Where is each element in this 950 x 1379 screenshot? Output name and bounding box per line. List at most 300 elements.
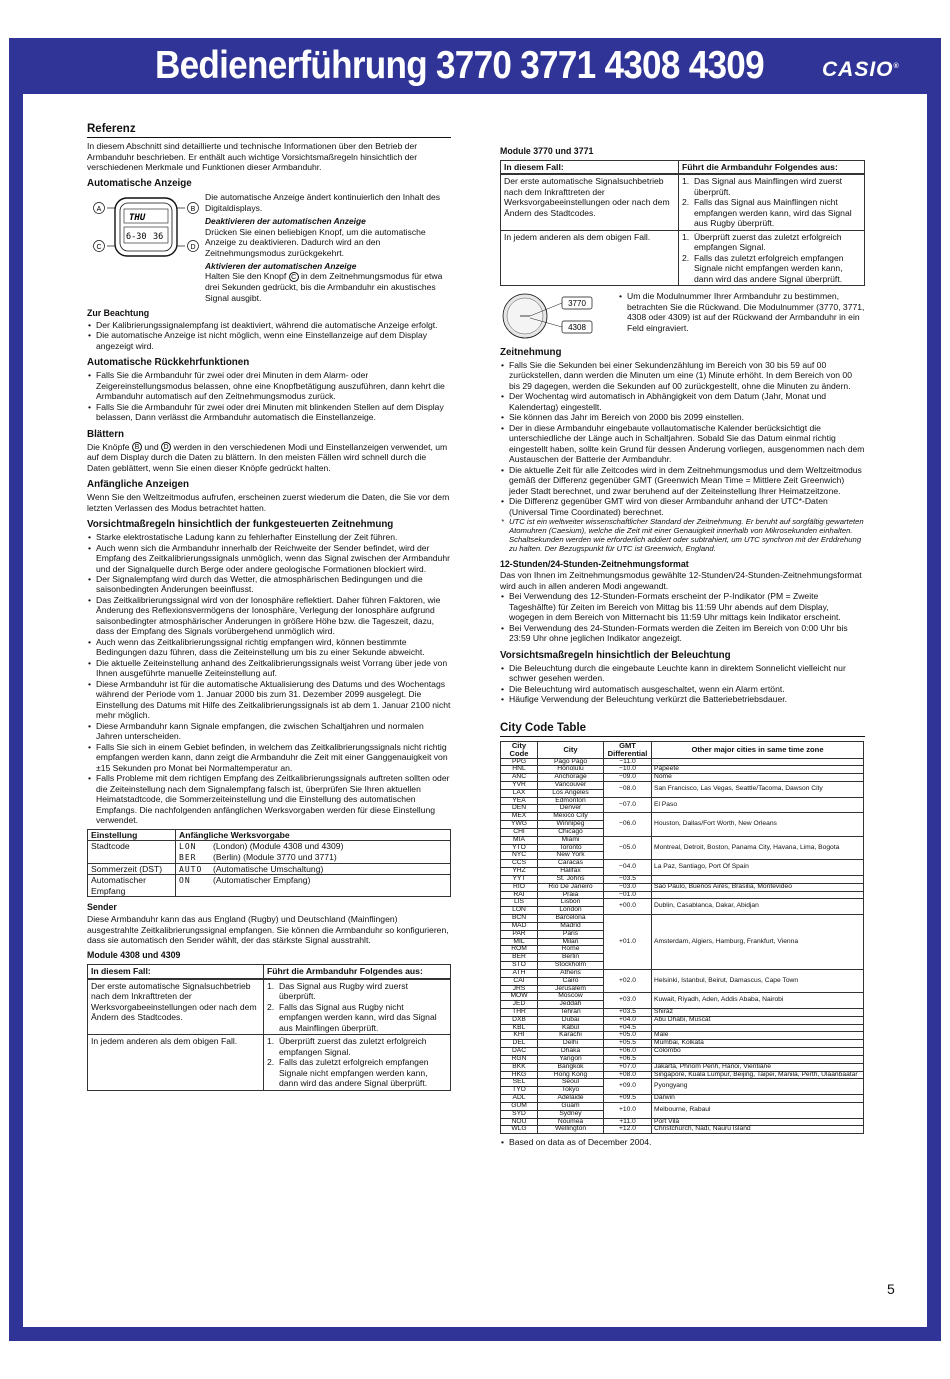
zeitnehmung-list (500, 360, 865, 517)
city-code: ANC (501, 774, 538, 782)
step-number: 2. (682, 252, 690, 263)
module-header-fall: In diesem Fall: (501, 160, 679, 174)
city-code: BCN (501, 915, 538, 923)
city-code: MIA (501, 836, 538, 844)
city-code: RGN (501, 1055, 538, 1063)
table-head (501, 160, 865, 174)
step-number: 1. (267, 1036, 275, 1047)
settings-name: Sommerzeit (DST) (88, 863, 176, 875)
settings-table (87, 829, 451, 898)
city-name: Tokyo (538, 1087, 604, 1095)
gmt-diff: +03.0 (604, 993, 652, 1009)
module-fall: In jedem anderen als dem obigen Fall. (88, 1035, 264, 1090)
table-row (501, 1024, 864, 1032)
step-number: 2. (682, 197, 690, 208)
city-name: Berlin (538, 954, 604, 962)
table-row (501, 1095, 864, 1103)
watch-illustration (87, 192, 205, 264)
table-row (501, 230, 865, 285)
table-row (501, 915, 864, 923)
city-name: Noumea (538, 1118, 604, 1126)
other-cities: Dublin, Casablanca, Dakar, Abidjan (652, 899, 864, 915)
table-row (501, 883, 864, 891)
city-code: SYD (501, 1110, 538, 1118)
settings-text: (Automatischer Empfang) (213, 875, 311, 886)
other-cities: El Paso (652, 797, 864, 813)
registered-mark: ® (893, 63, 900, 70)
gmt-diff: −04.0 (604, 860, 652, 876)
list-item: • Die Beleuchtung wird automatisch ausgeschaltet, wenn ein Alarm ertönt. (500, 684, 865, 694)
gmt-diff: +04.0 (604, 1016, 652, 1024)
list-item: • Diese Armbanduhr ist für die automatische Aktualisierung des Datums und des Wochentags während der Periode vom 1. Januar 2000 bis zum 31. Dezember 2099 ausgelegt. Die Einstellung des Datums mit Hilfe des Zeitkalibrierungssignals ist ab dem 1. Januar 2100 nicht mehr möglich. (87, 679, 451, 721)
city-name: Halifax (538, 868, 604, 876)
city-name: Milan (538, 938, 604, 946)
city-code: YTO (501, 844, 538, 852)
blaettern-text-a: Die Knöpfe (87, 441, 130, 452)
gmt-diff: −01.0 (604, 891, 652, 899)
settings-value (176, 875, 451, 897)
gmt-diff: +12.0 (604, 1126, 652, 1134)
city-name: Bangkok (538, 1063, 604, 1071)
city-name: Edmonton (538, 797, 604, 805)
city-name: Vancouver (538, 781, 604, 789)
table-row (501, 860, 864, 868)
step-list (267, 981, 447, 1033)
blaettern-text (87, 442, 451, 474)
watch-lcd-seconds: 36 (153, 232, 164, 243)
step-text: Falls das zuletzt erfolgreich empfangen Signale nicht empfangen werden kann, dann wird das andere Signal überprüft. (694, 252, 844, 284)
gmt-diff: −03.0 (604, 883, 652, 891)
city-code: LON (501, 907, 538, 915)
gmt-diff: −09.0 (604, 774, 652, 782)
other-cities: Pyongyang (652, 1079, 864, 1095)
city-code: DEN (501, 805, 538, 813)
auto-anzeige-title: Automatische Anzeige (87, 178, 192, 190)
list-item: • Auch wenn sich die Armbanduhr innerhalb der Reichweite der Sender befindet, wird der Empfang des Zeitkalibrierungssignals unmöglich, wenn das Signal zwischen der Armbanduhr und der Signalquelle durch Berge oder andere geologische Formationen blockiert wird. (87, 543, 451, 574)
module-action (264, 1035, 451, 1090)
lcd-value: ON (179, 876, 191, 886)
other-cities (652, 891, 864, 899)
ct-header-code: City Code (501, 741, 538, 758)
step-item (682, 232, 861, 253)
aktivieren-text-a: Halten Sie den Knopf (205, 271, 287, 282)
module-action (679, 174, 865, 230)
sender-text: Diese Armbanduhr kann das aus England (Rugby) und Deutschland (Mainflingen) ausgestrahlte Zeitkalibrierungssignal empfangen. Sie können die Armbanduhr so konfigurieren, dass sie automatisch den Sender wählt, der das stärkste Signal ausstrahlt. (87, 914, 449, 945)
list-item: • Auch wenn das Zeitkalibrierungssignal richtig empfangen wird, können bestimmte Bedingungen dazu führen, dass die Zeiteinstellung um bis zu einer Sekunde abweicht. (87, 637, 451, 658)
city-code: TYO (501, 1087, 538, 1095)
city-name: Winnipeg (538, 821, 604, 829)
step-item (267, 981, 447, 1002)
settings-value (176, 863, 451, 875)
city-name: New York (538, 852, 604, 860)
vorsicht-funk-list (87, 532, 451, 826)
settings-value (176, 841, 451, 864)
brand-name: CASIO (822, 58, 894, 81)
city-name: Rome (538, 946, 604, 954)
list-item: • Falls Sie die Armbanduhr für zwei oder drei Minuten mit blinkenden Stellen auf dem Display belassen, Dann verlässt die Armbanduhr automatisch die Einstellanzeige. (87, 402, 451, 423)
other-cities: Jakarta, Phnom Penh, Hanoi, Vientiane (652, 1063, 864, 1071)
step-list (682, 176, 861, 228)
city-code: MIL (501, 938, 538, 946)
module-4308-table (87, 964, 451, 1090)
table-row (501, 836, 864, 844)
list-item: • Die aktuelle Zeit für alle Zeitcodes wird in dem Zeitnehmungsmodus und dem Weltzeitmodus gemäß der Differenz gegenüber GMT (Greenwich Mean Time = Mittlere Zeit Greenwich) jeder Stadt berechnet, und zwar beruhend auf der Zeiteinstellung Ihrer Heimatzeitzone. (500, 465, 865, 496)
step-number: 2. (267, 1001, 275, 1012)
format-title: 12-Stunden/24-Stunden-Zeitnehmungsformat (500, 558, 689, 569)
city-name: Yangon (538, 1055, 604, 1063)
city-name: Barcelona (538, 915, 604, 923)
module-fall: In jedem anderen als dem obigen Fall. (501, 230, 679, 285)
list-item: • Um die Modulnummer Ihrer Armbanduhr zu bestimmen, betrachten Sie die Rückwand. Die Modulnummer (3770, 3771, 4308 oder 4309) ist auf der Rückwand der Armbanduhr in ein Feld eingraviert. (618, 291, 865, 333)
module-4308-title: Module 4308 und 4309 (87, 950, 181, 961)
table-row (501, 899, 864, 907)
city-name: Honolulu (538, 766, 604, 774)
other-cities: Christchurch, Nadi, Nauru Island (652, 1126, 864, 1134)
watch-button-b: B (190, 206, 196, 214)
other-cities: Singapore, Kuala Lumpur, Beijing, Taipei, Manila, Perth, Ulaanbaatar (652, 1071, 864, 1079)
city-code: YEA (501, 797, 538, 805)
other-cities: La Paz, Santiago, Port Of Spain (652, 860, 864, 876)
step-text: Falls das Signal aus Rugby nicht empfangen werden kann, wird das Signal aus Mainflingen überprüft. (279, 1001, 437, 1033)
other-cities (652, 758, 864, 766)
watch-button-a: A (96, 206, 102, 214)
city-code: DAC (501, 1048, 538, 1056)
city-code: MOW (501, 993, 538, 1001)
table-row (501, 1102, 864, 1110)
other-cities: Shiraz (652, 1009, 864, 1017)
module-number-block (500, 291, 865, 341)
gmt-diff: +06.5 (604, 1055, 652, 1063)
step-text: Überprüft zuerst das zuletzt erfolgreich empfangen Signal. (694, 231, 842, 253)
gmt-diff: +09.5 (604, 1095, 652, 1103)
lcd-value: LON (179, 842, 197, 852)
city-code: KBL (501, 1024, 538, 1032)
utc-note-star: * (501, 517, 504, 527)
list-item: • Der Wochentag wird automatisch in Abhängigkeit von dem Datum (Jahr, Monat und Kalendertag) eingestellt. (500, 391, 865, 412)
sender-title: Sender (87, 902, 117, 913)
blaettern-text-c: werden in den verschiedenen Modi und Einstellanzeigen verwendet, um auf dem Display durch die Daten zu blättern. In den meisten Fällen wird schnell durch die Daten geblättert, wenn Sie einen dieser Knöpfe gedrückt halten. (87, 441, 448, 473)
aktivieren-text-b: in dem Zeitnehmungsmodus für etwa drei Sekunden gedrückt, bis die Armbanduhr ein akustisches Signal ausgibt. (205, 271, 443, 303)
gmt-diff: +06.0 (604, 1048, 652, 1056)
list-item: • Das Zeitkalibrierungssignal wird von der Ionosphäre reflektiert. Daher führen Faktoren, wie Änderung des Reflexionsvermögens der Ionosphäre, Verlegung der Ionosphäre aufgrund saisonbedingter atmosphärischer Änderungen in größere Höhe bzw. die Tageszeit, dazu, dass der Empfang des Signals vorübergehend unmöglich wird. (87, 595, 451, 637)
list-item: • Die Beleuchtung durch die eingebaute Leuchte kann in direktem Sonnelicht vielleicht nur schwer gesehen werden. (500, 663, 865, 684)
list-item: • Der Kalibrierungssignalempfang ist deaktiviert, während die automatische Anzeige erfolgt. (87, 320, 451, 330)
step-number: 1. (682, 176, 690, 187)
city-name: Mexico City (538, 813, 604, 821)
watch-face-icon (87, 192, 205, 264)
step-item (682, 197, 861, 228)
city-name: Anchorage (538, 774, 604, 782)
table-row (501, 1071, 864, 1079)
step-list (267, 1036, 447, 1088)
auto-anzeige-block (87, 192, 451, 303)
other-cities: Nome (652, 774, 864, 782)
ct-footnote: • Based on data as of December 2004. (500, 1137, 865, 1147)
gmt-diff: +00.0 (604, 899, 652, 915)
settings-text: (London) (Module 4308 und 4309) (213, 841, 344, 852)
rueckkehr-title: Automatische Rückkehrfunktionen (87, 357, 250, 369)
city-code: ROM (501, 946, 538, 954)
other-cities: Houston, Dallas/Fort Worth, New Orleans (652, 813, 864, 836)
city-code: RIO (501, 883, 538, 891)
backcase-label-4308: 4308 (568, 323, 586, 333)
city-name: Miami (538, 836, 604, 844)
other-cities: Mumbai, Kolkata (652, 1040, 864, 1048)
city-name: Jerusalem (538, 985, 604, 993)
city-code: CCS (501, 860, 538, 868)
step-item (267, 1036, 447, 1057)
table-row (501, 891, 864, 899)
city-code: HKG (501, 1071, 538, 1079)
table-row (501, 1016, 864, 1024)
city-code: LIS (501, 899, 538, 907)
module-fall: Der erste automatische Signalsuchbetrieb nach dem Inkrafttreten der Werksvorgabeeinstellungen oder nach dem Ändern des Stadtcodes. (501, 174, 679, 230)
case-back-icon (500, 291, 618, 341)
format-list (500, 591, 865, 643)
modnum-list (618, 291, 865, 341)
list-item: • Die Differenz gegenüber GMT wird von dieser Armbanduhr anhand der UTC*-Daten (Universal Time Coordinated) berechnet. (500, 496, 865, 517)
list-item: • Sie können das Jahr im Bereich von 2000 bis 2099 einstellen. (500, 412, 865, 422)
rueckkehr-list (87, 370, 451, 422)
city-code: HNL (501, 766, 538, 774)
step-item (267, 1002, 447, 1033)
list-item: • Der in diese Armbanduhr eingebaute vollautomatische Kalender berücksichtigt die unterschiedliche der Länge auch in Schaltjahren. Sobald Sie das Datum einmal richtig eingestellt haben, sollte kein Grund für dessen Änderung vorliegen, ausgenommen nach dem Austauschen der Batterie der Armbanduhr. (500, 423, 865, 465)
gmt-diff: +02.0 (604, 969, 652, 992)
gmt-diff: +04.5 (604, 1024, 652, 1032)
city-name: Rio De Janeiro (538, 883, 604, 891)
city-name: Delhi (538, 1040, 604, 1048)
format-text: Das von Ihnen im Zeitnehmungsmodus gewählte 12-Stunden/24-Stunden-Zeitnehmungsformat wird auch in allen anderen Modi angewandt. (500, 570, 862, 591)
gmt-diff: +03.5 (604, 1009, 652, 1017)
gmt-diff: +05.0 (604, 1032, 652, 1040)
other-cities: Montreal, Detroit, Boston, Panama City, Havana, Lima, Bogota (652, 836, 864, 859)
city-name: Denver (538, 805, 604, 813)
city-name: Wellington (538, 1126, 604, 1134)
beleuchtung-title: Vorsichtsmaßregeln hinsichtlich der Beleuchtung (500, 649, 731, 661)
utc-note (500, 517, 865, 553)
other-cities: Male (652, 1032, 864, 1040)
aktivieren-title: Aktivieren der automatischen Anzeige (205, 261, 357, 272)
city-code: YHZ (501, 868, 538, 876)
gmt-diff: −05.0 (604, 836, 652, 859)
city-code: ADL (501, 1095, 538, 1103)
module-fall: Der erste automatische Signalsuchbetrieb nach dem Inkrafttreten der Werksvorgabeeinstellungen oder nach dem Ändern des Stadtcodes. (88, 979, 264, 1035)
table-row (501, 993, 864, 1001)
list-item: • Diese Armbanduhr kann Signale empfangen, die zwischen Schaltjahren und normalen Jahren unterscheiden. (87, 721, 451, 742)
city-name: St. Johns (538, 875, 604, 883)
ct-header-other: Other major cities in same time zone (652, 741, 864, 758)
settings-text: (Automatische Umschaltung) (213, 863, 324, 874)
other-cities: Port Vila (652, 1118, 864, 1126)
deaktivieren-text: Drücken Sie einen beliebigen Knopf, um die automatische Anzeige zu deaktivieren. Dadurch wird an den Zeitnehmungsmodus zurückgekehrt. (205, 226, 426, 258)
table-row (501, 797, 864, 805)
utc-note-text: UTC ist ein weltweiter wissenschaftlicher Standard der Zeitnehmung. Er beruht auf sorgfältig gewarteten Atomuhren (Caesium), welche die Zeit mit einer Genauigkeit innerhalb von Mikrosekunden einhalten. Schaltsekunden werden wie erforderlich addiert oder subtrahiert, um UTC synchron mit der Erddrehung zu halten. Der Bezugspunkt für UTC ist Greenwich, England. (509, 517, 864, 554)
step-text: Das Signal aus Rugby wird zuerst überprüft. (279, 980, 408, 1002)
city-code: JED (501, 1001, 538, 1009)
city-name: Stockholm (538, 962, 604, 970)
backcase-illustration (500, 291, 618, 341)
city-code: CHI (501, 828, 538, 836)
table-row (501, 813, 864, 821)
gmt-diff: +08.0 (604, 1071, 652, 1079)
ct-header-city: City (538, 741, 604, 758)
table-row (501, 758, 864, 766)
table-head (88, 965, 451, 979)
table-row (501, 1063, 864, 1071)
city-name: Karachi (538, 1032, 604, 1040)
gmt-diff: −08.0 (604, 781, 652, 797)
table-row (88, 875, 451, 897)
list-item: • Häufige Verwendung der Beleuchtung verkürzt die Batteriebetriebsdauer. (500, 694, 865, 704)
settings-line (179, 864, 447, 875)
beleuchtung-list (500, 663, 865, 705)
city-code: KHI (501, 1032, 538, 1040)
section-referenz-title: Referenz (87, 122, 451, 138)
city-code: PAR (501, 930, 538, 938)
table-row (501, 160, 865, 174)
city-name: Cairo (538, 977, 604, 985)
gmt-diff: +01.0 (604, 915, 652, 970)
other-cities (652, 1024, 864, 1032)
other-cities: Sao Paulo, Buenos Aires, Brasilia, Montevideo (652, 883, 864, 891)
city-name: Athens (538, 969, 604, 977)
list-item: • Falls Probleme mit dem richtigen Empfang des Zeitkalibrierungssignals auftreten sollten oder die Zeiteinstellung nach dem Signalempfang falsch ist, überprüfen Sie Ihren aktuellen Heimatstadtcode, die Sommerzeiteinstellung und die Einstellung des automatischen Empfangs. Die nachfolgenden anfänglichen Werksvorgaben werden für diese Einstellung verwendet. (87, 773, 451, 825)
step-text: Falls das zuletzt erfolgreich empfangen Signale nicht empfangen werden kann, dann wird das andere Signal überprüft. (279, 1057, 429, 1089)
city-code: GUM (501, 1102, 538, 1110)
other-cities: Melbourne, Rabaul (652, 1102, 864, 1118)
settings-header-vorgabe: Anfängliche Werksvorgabe (176, 829, 451, 840)
table-row (501, 1040, 864, 1048)
module-3770-title: Module 3770 und 3771 (500, 146, 594, 156)
watch-button-c: C (96, 244, 102, 252)
beachtung-title: Zur Beachtung (87, 308, 150, 319)
city-code: JRS (501, 985, 538, 993)
watch-button-d: D (190, 244, 196, 252)
other-cities: Kuwait, Riyadh, Aden, Addis Ababa, Nairobi (652, 993, 864, 1009)
table-row (88, 965, 451, 979)
city-code: CAI (501, 977, 538, 985)
gmt-diff: +10.0 (604, 1102, 652, 1118)
watch-lcd-date: 6-30 (126, 232, 147, 243)
vorsicht-funk-title: Vorsichtmaßregeln hinsichtlich der funkgesteuerten Zeitnehmung (87, 519, 394, 531)
module-header-action: Führt die Armbanduhr Folgendes aus: (264, 965, 451, 979)
city-name: Pago Pago (538, 758, 604, 766)
step-number: 1. (682, 231, 690, 242)
list-item: • Starke elektrostatische Ladung kann zu fehlerhafter Einstellung der Zeit führen. (87, 532, 451, 542)
table-row (501, 1126, 864, 1134)
table-row (501, 1079, 864, 1087)
city-name: Tehran (538, 1009, 604, 1017)
anfaengliche-text: Wenn Sie den Weltzeitmodus aufrufen, erscheinen zuerst wiederum die Daten, die Sie vor dem letzten Verlassen des Modus betrachtet hatten. (87, 492, 450, 513)
city-code: THR (501, 1009, 538, 1017)
blaettern-title: Blättern (87, 428, 125, 440)
city-code: BER (501, 954, 538, 962)
list-item: • Falls Sie sich in einem Gebiet befinden, in welchem das Zeitkalibrierungssignals nicht richtig empfangen werden kann, dann zeigt die Armbanduhr die Zeit mit einer Ganggenauigkeit von ±15 Sekunden pro Monat bei Normaltemperatur an. (87, 742, 451, 773)
table-row (501, 969, 864, 977)
city-name: Los Angeles (538, 789, 604, 797)
settings-line (179, 875, 447, 886)
settings-header-einstellung: Einstellung (88, 829, 176, 840)
other-cities: Amsterdam, Algiers, Hamburg, Frankfurt, Vienna (652, 915, 864, 970)
city-name: Hong Kong (538, 1071, 604, 1079)
city-name: Jeddah (538, 1001, 604, 1009)
table-body (88, 979, 451, 1090)
city-name: Lisbon (538, 899, 604, 907)
city-name: Dhaka (538, 1048, 604, 1056)
left-column (87, 122, 451, 1091)
module-header-action: Führt die Armbanduhr Folgendes aus: (679, 160, 865, 174)
city-code: NYC (501, 852, 538, 860)
step-list (682, 232, 861, 284)
city-name: Praia (538, 891, 604, 899)
settings-line (179, 841, 447, 852)
city-name: Caracas (538, 860, 604, 868)
gmt-diff: −07.0 (604, 797, 652, 813)
list-item: • Die aktuelle Zeiteinstellung anhand des Zeitkalibrierungssignals weist Vorrang über jede von Ihnen ausgeführte manuelle Zeiteinstellung auf. (87, 658, 451, 679)
gmt-diff: −06.0 (604, 813, 652, 836)
watch-lcd-day: THU (129, 213, 146, 224)
module-action (264, 979, 451, 1035)
backcase-label-3770: 3770 (568, 299, 586, 309)
city-name: Chicago (538, 828, 604, 836)
table-row (501, 174, 865, 230)
casio-logo (822, 57, 900, 83)
page-title: Bedienerführung 3770 3771 4308 4309 (155, 44, 764, 87)
table-body (501, 174, 865, 285)
other-cities: Colombo (652, 1048, 864, 1056)
table-row (501, 1048, 864, 1056)
other-cities: San Francisco, Las Vegas, Seattle/Tacoma, Dawson City (652, 781, 864, 797)
beachtung-list (87, 320, 451, 351)
button-d-symbol: D (161, 442, 171, 452)
step-number: 2. (267, 1057, 275, 1068)
lcd-value: BER (179, 852, 197, 862)
gmt-diff: +05.5 (604, 1040, 652, 1048)
blaettern-text-b: und (144, 441, 159, 452)
other-cities: Helsinki, Istanbul, Beirut, Damascus, Cape Town (652, 969, 864, 992)
other-cities: Abu Dhabi, Muscat (652, 1016, 864, 1024)
city-code: MAD (501, 922, 538, 930)
gmt-diff: +07.0 (604, 1063, 652, 1071)
table-row (88, 979, 451, 1035)
list-item: • Bei Verwendung des 12-Stunden-Formats erscheint der P-Indikator (PM = Zweite Tageshälfte) für Zeiten im Bereich von Mittag bis 11:59 Uhr abends auf dem Display, wogegen in dem Bereich von Mitternacht bis 11:59 Uhr mittags kein Indikator erscheint. (500, 591, 865, 622)
settings-name: Automatischer Empfang (88, 875, 176, 897)
city-name: Madrid (538, 922, 604, 930)
step-item (682, 176, 861, 197)
auto-anzeige-desc: Die automatische Anzeige ändert kontinuierlich den Inhalt des Digitaldisplays. (205, 192, 441, 213)
list-item: • Bei Verwendung des 24-Stunden-Formats werden die Zeiten im Bereich von 0:00 Uhr bis 23:59 Uhr ohne jeglichen Indikator angezeigt. (500, 623, 865, 644)
step-text: Überprüft zuerst das zuletzt erfolgreich empfangen Signal. (279, 1036, 427, 1057)
city-code: DXB (501, 1016, 538, 1024)
other-cities: Papeete (652, 766, 864, 774)
step-number: 1. (267, 980, 275, 991)
city-code: BKK (501, 1063, 538, 1071)
city-code: NOU (501, 1118, 538, 1126)
gmt-diff: −11.0 (604, 758, 652, 766)
city-code: YYT (501, 875, 538, 883)
list-item: • Falls Sie die Sekunden bei einer Sekundenzählung im Bereich von 30 bis 59 auf 00 zurückstellen, dann werden die Minuten um eine (1) Minute erhöht. In dem Bereich von 00 bis 29 dagegen, werden die Sekunden auf 00 zurückgestellt, ohne die Minuten zu ändern. (500, 360, 865, 391)
city-name: Kabul (538, 1024, 604, 1032)
gmt-diff: +09.0 (604, 1079, 652, 1095)
city-code: WLG (501, 1126, 538, 1134)
city-code: LAX (501, 789, 538, 797)
city-name: Moscow (538, 993, 604, 1001)
city-code: DEL (501, 1040, 538, 1048)
gmt-diff: +11.0 (604, 1118, 652, 1126)
city-code: YVR (501, 781, 538, 789)
lcd-value: AUTO (179, 864, 203, 874)
table-row (88, 841, 451, 864)
